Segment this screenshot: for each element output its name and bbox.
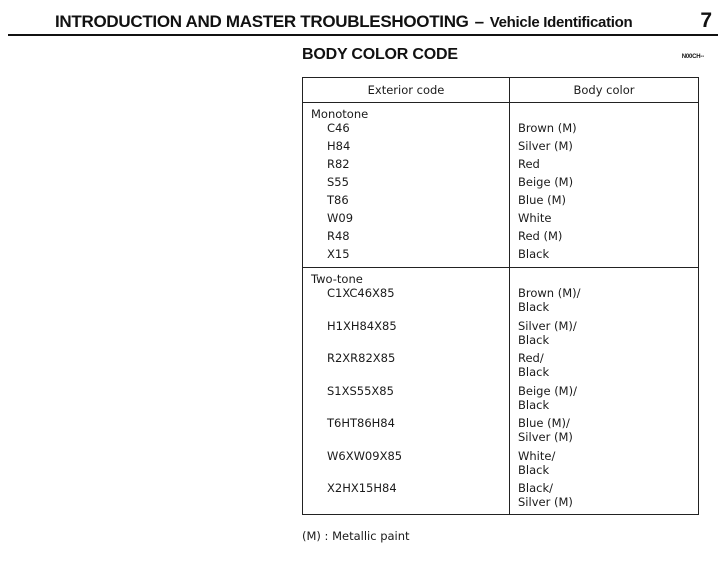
body-color-secondary: Black: [518, 332, 550, 347]
body-color-secondary: Silver (M): [518, 495, 573, 509]
body-color-primary: Beige (M)/: [518, 383, 577, 398]
exterior-code: X15: [327, 247, 350, 261]
table-row: [303, 157, 699, 175]
section-title: BODY COLOR CODE: [302, 46, 458, 63]
body-color-secondary: Black: [518, 462, 550, 477]
body-color: White: [518, 211, 552, 225]
table-header-row: [303, 78, 699, 103]
exterior-code: W09: [327, 211, 354, 225]
table-row: [303, 449, 699, 482]
exterior-code: W6XW09X85: [327, 448, 403, 463]
header-rule: [8, 34, 718, 36]
exterior-code: H84: [327, 139, 351, 153]
table-row: [303, 319, 699, 352]
exterior-code: T6HT86H84: [327, 416, 395, 430]
body-color: Silver (M): [518, 139, 573, 153]
exterior-code: R82: [327, 157, 350, 171]
column-header-exterior-code: Exterior code: [303, 78, 510, 103]
body-color-secondary: Black: [518, 365, 550, 379]
header-section: INTRODUCTION AND MASTER TROUBLESHOOTING: [55, 12, 469, 31]
body-color-primary: Black/: [518, 481, 553, 495]
table-row: [303, 211, 699, 229]
body-color: Black: [518, 247, 550, 261]
header-title: [55, 12, 632, 32]
table-group-monotone: [303, 103, 699, 268]
body-color-primary: Brown (M)/: [518, 286, 581, 300]
body-color-primary: Silver (M)/: [518, 318, 577, 333]
table-row: [303, 351, 699, 384]
exterior-code: R48: [327, 229, 350, 243]
body-color-primary: Red/: [518, 351, 544, 365]
page-header: [0, 0, 718, 36]
group-header-row: [303, 268, 699, 287]
body-color-table: [302, 77, 699, 515]
footnote: (M) : Metallic paint: [302, 529, 410, 543]
exterior-code: C46: [327, 121, 350, 135]
table-row: [303, 229, 699, 247]
table-row: [303, 247, 699, 268]
body-color-secondary: Black: [518, 397, 550, 412]
body-color: Red: [518, 157, 540, 171]
exterior-code: S1XS55X85: [327, 383, 394, 398]
exterior-code: T86: [327, 193, 349, 207]
table-row: [303, 139, 699, 157]
table-row: [303, 384, 699, 417]
body-color: Beige (M): [518, 175, 574, 189]
exterior-code: S55: [327, 175, 349, 189]
table-row: [303, 416, 699, 449]
body-color-primary: White/: [518, 448, 556, 463]
header-separator: –: [474, 12, 484, 31]
body-color: Blue (M): [518, 193, 566, 207]
header-subsection: Vehicle Identification: [489, 14, 633, 31]
group-label: Monotone: [303, 103, 510, 122]
page-number: 7: [700, 9, 712, 32]
table-row: [303, 286, 699, 319]
group-header-row: [303, 103, 699, 122]
table-row: [303, 121, 699, 139]
body-color-secondary: Silver (M): [518, 430, 573, 444]
body-color-primary: Blue (M)/: [518, 416, 570, 430]
group-label: Two-tone: [303, 268, 510, 287]
table-row: [303, 481, 699, 514]
table-row: [303, 175, 699, 193]
body-color: Brown (M): [518, 121, 577, 135]
column-header-body-color: Body color: [510, 78, 699, 103]
table-row: [303, 193, 699, 211]
exterior-code: X2HX15H84: [327, 481, 397, 495]
section-code: N00CH--: [681, 54, 704, 60]
exterior-code: C1XC46X85: [327, 286, 395, 300]
exterior-code: R2XR82X85: [327, 351, 396, 365]
table-group-two-tone: [303, 268, 699, 515]
body-color-secondary: Black: [518, 300, 550, 314]
body-color: Red (M): [518, 229, 563, 243]
exterior-code: H1XH84X85: [327, 318, 397, 333]
